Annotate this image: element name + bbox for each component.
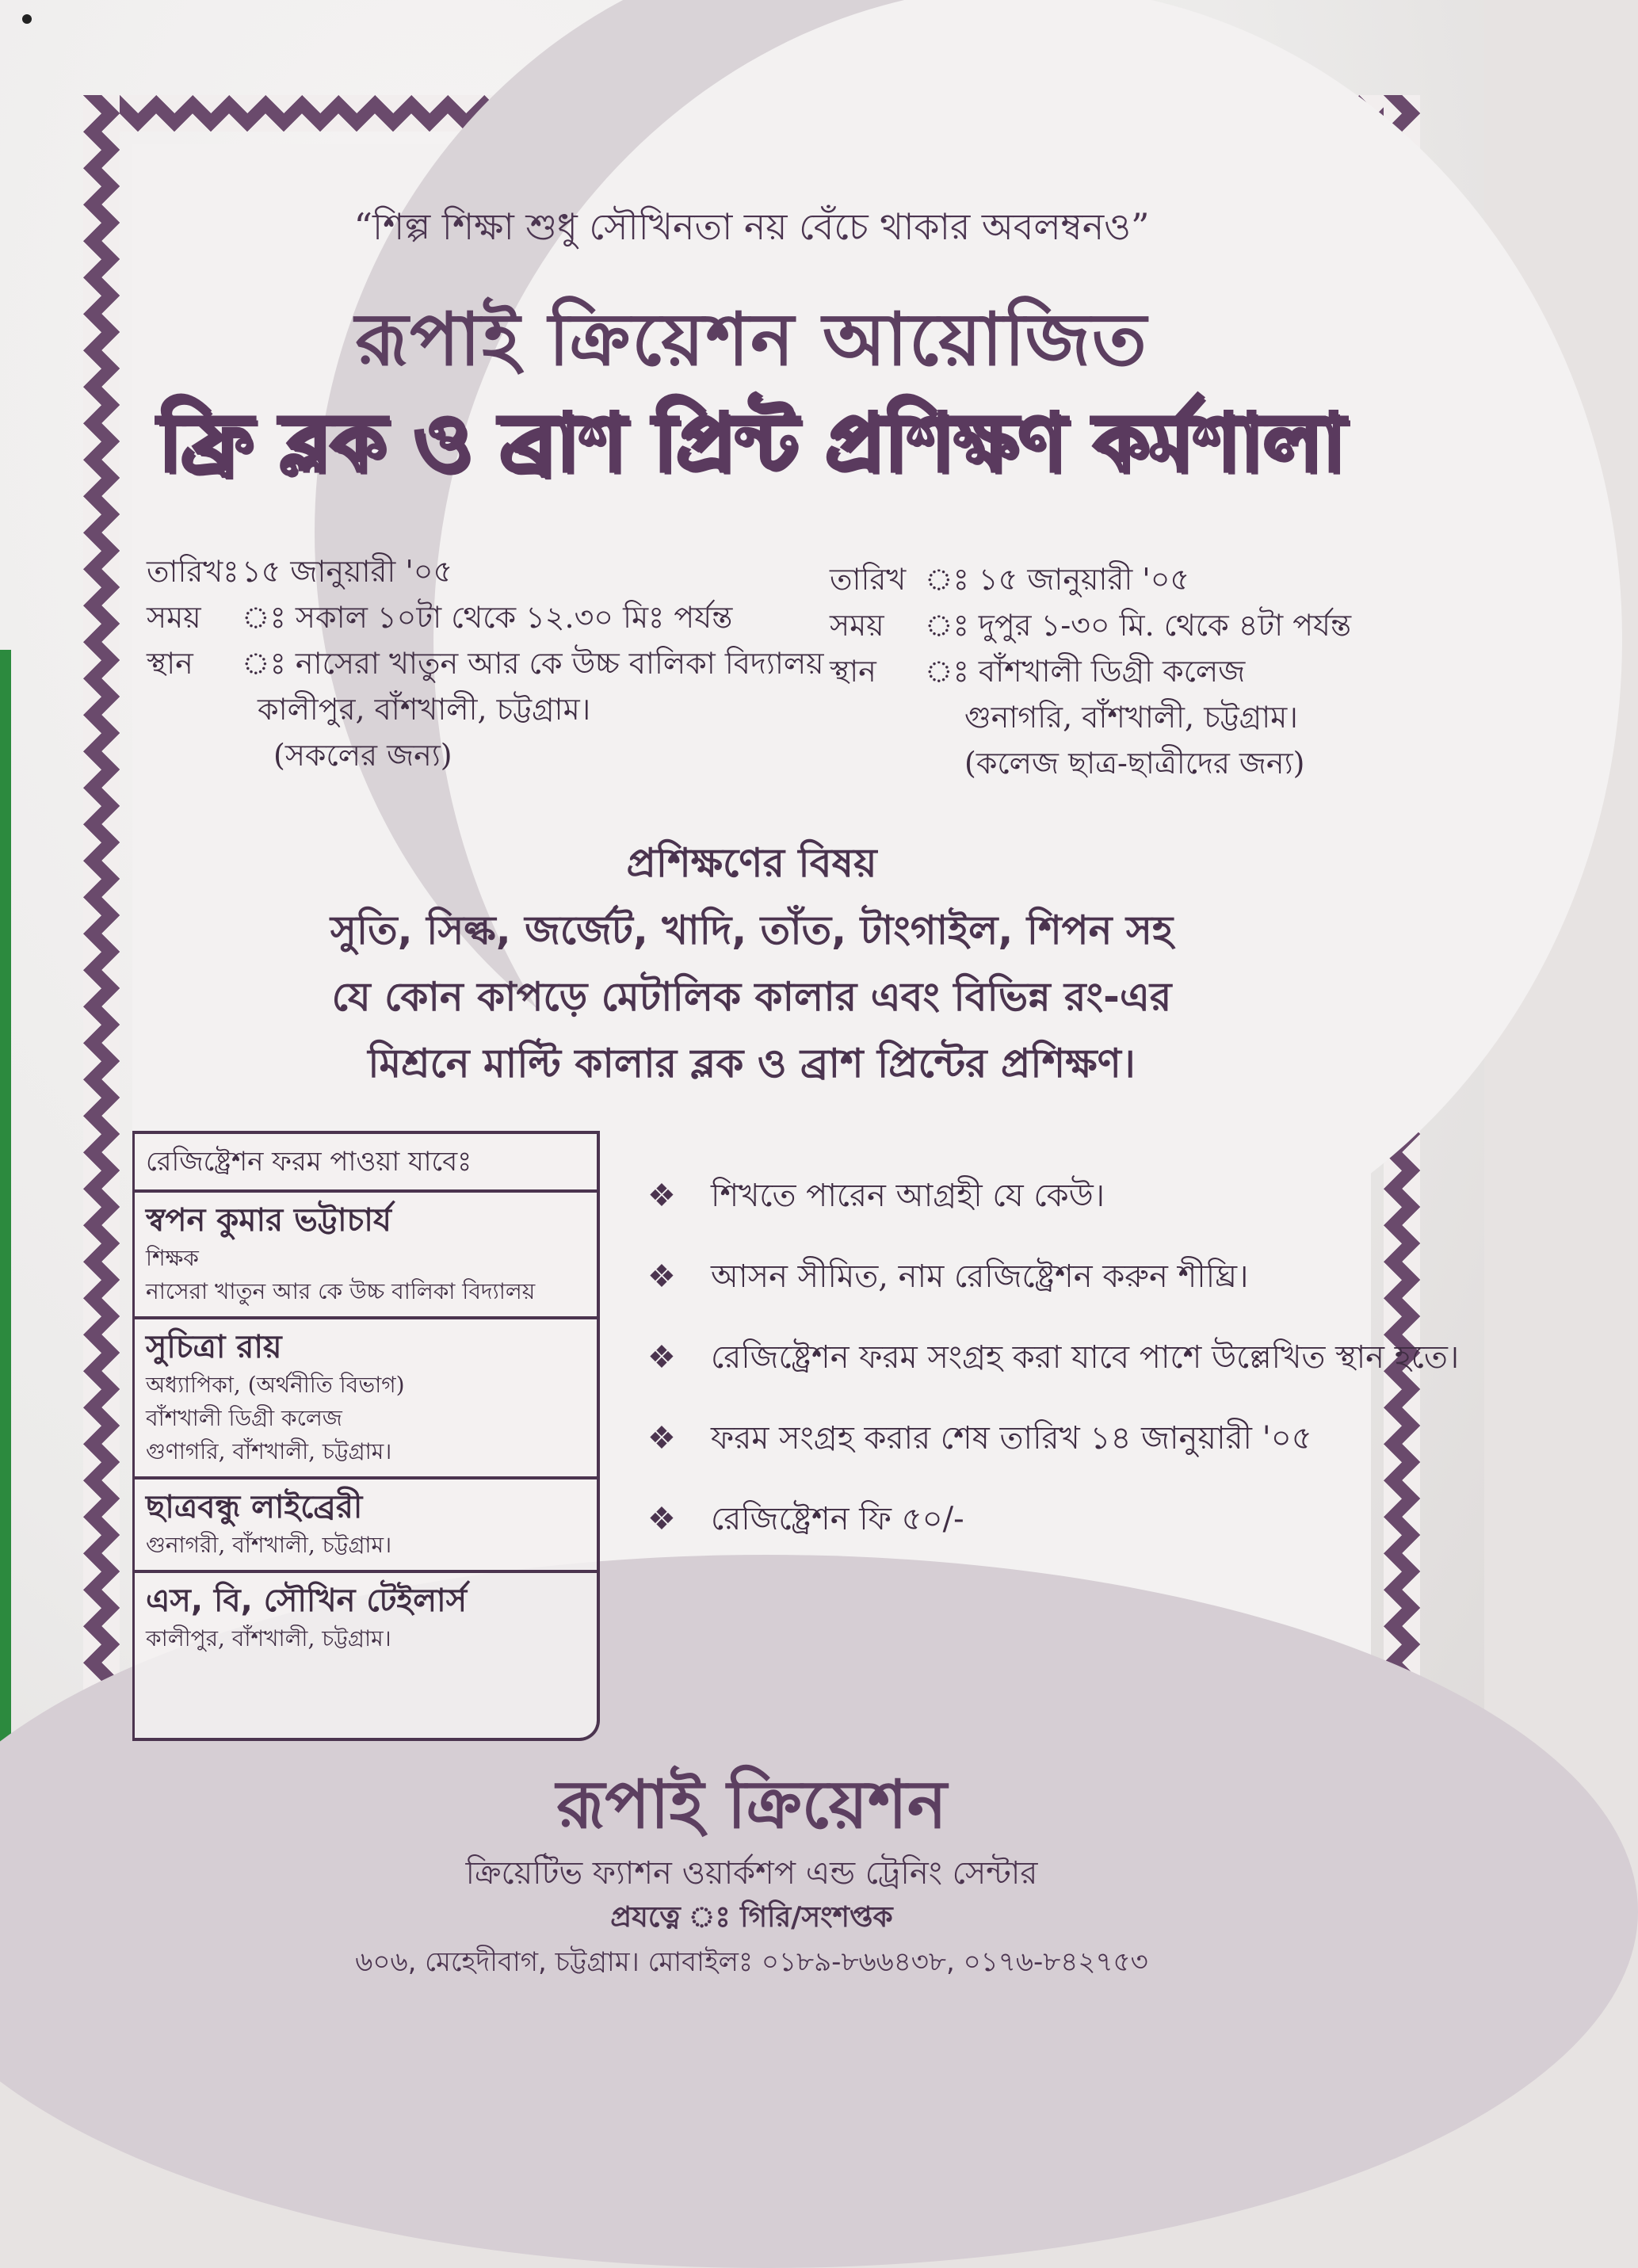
contact-line: অধ্যাপিকা, (অর্থনীতি বিভাগ) (146, 1372, 405, 1398)
footer-address: ৬০৬, মেহেদীবাগ, চট্টগ্রাম। মোবাইলঃ ০১৮৯-৮৬৬৪৩৮, ০১৭৬-৮৪২৭৫৩ (355, 1946, 1148, 1978)
bullet-text: শিখতে পারেন আগ্রহী যে কেউ। (711, 1178, 1105, 1214)
footer-organization: রূপাই ক্রিয়েশন (556, 1766, 947, 1843)
workshop-title: ফ্রি ব্লক ও ব্রাশ প্রিন্ট প্রশিক্ষণ কর্মশালা (158, 396, 1346, 489)
place-value: ঃ বাঁশখালী ডিগ্রী কলেজ (925, 654, 1246, 689)
bullet-item (647, 1332, 1464, 1383)
place-value: ঃ নাসেরা খাতুন আর কে উচ্চ বালিকা বিদ্যালয় (242, 646, 824, 681)
topics-body (180, 897, 1323, 1097)
bullet-item (647, 1251, 1464, 1302)
registration-entry (135, 1480, 597, 1573)
contact-name: ছাত্রবন্ধু লাইব্রেরী (146, 1489, 363, 1525)
time-row (830, 602, 1464, 648)
registration-entry (135, 1319, 597, 1480)
schedule-right (830, 556, 1464, 786)
place-line2: কালীপুর, বাঁশখালী, চট্টগ্রাম। (258, 692, 591, 727)
topics-line: সুতি, সিল্ক, জর্জেট, খাদি, তাঁত, টাংগাইল, শিপন সহ (330, 907, 1174, 953)
diamond-bullet-icon: ❖ (647, 1501, 676, 1537)
motto-quote: “শিল্প শিক্ষা শুধু সৌখিনতা নয় বেঁচে থাকার অবলম্বনও” (353, 205, 1150, 248)
date-label: তারিখঃ (147, 554, 239, 589)
place-row (830, 648, 1464, 694)
time-value: ঃ সকাল ১০টা থেকে ১২.৩০ মিঃ পর্যন্ত (242, 600, 733, 635)
place-label: স্থান (830, 654, 876, 689)
bullet-text: আসন সীমিত, নাম রেজিষ্ট্রেশন করুন শীঘ্রি। (711, 1258, 1249, 1295)
time-row (147, 594, 804, 640)
footer-subtitle: ক্রিয়েটিভ ফ্যাশন ওয়ার্কশপ এন্ড ট্রেনিং সেন্টার (465, 1855, 1038, 1892)
topics-line: মিশ্রনে মাল্টি কালার ব্লক ও ব্রাশ প্রিন্টের প্রশিক্ষণ। (368, 1040, 1136, 1086)
place-row (147, 640, 824, 686)
topics-line: যে কোন কাপড়ে মেটালিক কালার এবং বিভিন্ন রং-এর (331, 974, 1172, 1020)
time-value: ঃ দুপুর ১-৩০ মি. থেকে ৪টা পর্যন্ত (925, 608, 1352, 643)
audience: (সকলের জন্য) (273, 738, 452, 773)
footer-patron: প্রযত্নে ঃ গিরি/সংশপ্তক (610, 1901, 893, 1934)
contact-name: সুচিত্রা রায় (146, 1329, 282, 1365)
topics-heading: প্রশিক্ষণের বিষয় (626, 840, 877, 886)
time-label: সময় (147, 600, 201, 635)
bullet-item (647, 1170, 1464, 1221)
place-line2: গুনাগরি, বাঁশখালী, চট্টগ্রাম। (964, 700, 1298, 735)
date-row (147, 548, 804, 594)
bullet-text: ফরম সংগ্রহ করার শেষ তারিখ ১৪ জানুয়ারী '০৫ (711, 1420, 1312, 1457)
contact-line: কালীপুর, বাঁশখালী, চট্টগ্রাম। (146, 1625, 391, 1651)
time-label: সময় (830, 608, 884, 643)
diamond-bullet-icon: ❖ (647, 1258, 676, 1295)
registration-heading: রেজিষ্ট্রেশন ফরম পাওয়া যাবেঃ (135, 1134, 597, 1193)
registration-box (132, 1131, 600, 1741)
registration-entry (135, 1193, 597, 1319)
contact-line: শিক্ষক (146, 1245, 199, 1271)
audience: (কলেজ ছাত্র-ছাত্রীদের জন্য) (964, 746, 1305, 781)
diamond-bullet-icon: ❖ (647, 1420, 676, 1457)
bullet-text: রেজিষ্ট্রেশন ফি ৫০/- (711, 1501, 964, 1537)
decorative-border (83, 95, 1460, 1978)
date-label: তারিখ (830, 562, 907, 597)
organizer-title: রূপাই ক্রিয়েশন আয়োজিত (355, 297, 1148, 382)
place-label: স্থান (147, 646, 193, 681)
contact-name: স্বপন কুমার ভট্টাচার্য (146, 1202, 391, 1239)
registration-entry (135, 1573, 597, 1663)
date-value: ঃ ১৫ জানুয়ারী '০৫ (925, 562, 1190, 597)
diamond-bullet-icon: ❖ (647, 1178, 676, 1214)
diamond-bullet-icon: ❖ (647, 1339, 676, 1376)
contact-line: গুনাগরী, বাঁশখালী, চট্টগ্রাম। (146, 1532, 392, 1558)
bullet-item (647, 1494, 1464, 1544)
bullet-text: রেজিষ্ট্রেশন ফরম সংগ্রহ করা যাবে পাশে উল্লেখিত স্থান হতে। (711, 1339, 1460, 1376)
info-bullets (647, 1170, 1464, 1575)
schedule-left (147, 548, 824, 778)
contact-name: এস, বি, সৌখিন টেইলার্স (146, 1583, 468, 1619)
date-value: ১৫ জানুয়ারী '০৫ (242, 554, 453, 589)
contact-line: নাসেরা খাতুন আর কে উচ্চ বালিকা বিদ্যালয় (146, 1278, 536, 1304)
poster-content (132, 144, 1460, 1978)
speck (22, 14, 32, 24)
contact-line: বাঁশখালী ডিগ্রী কলেজ (146, 1405, 342, 1431)
bullet-item (647, 1413, 1464, 1464)
contact-line: গুণাগরি, বাঁশখালী, চট্টগ্রাম। (146, 1438, 392, 1464)
poster-body (132, 144, 1460, 1978)
date-row (830, 556, 1464, 602)
